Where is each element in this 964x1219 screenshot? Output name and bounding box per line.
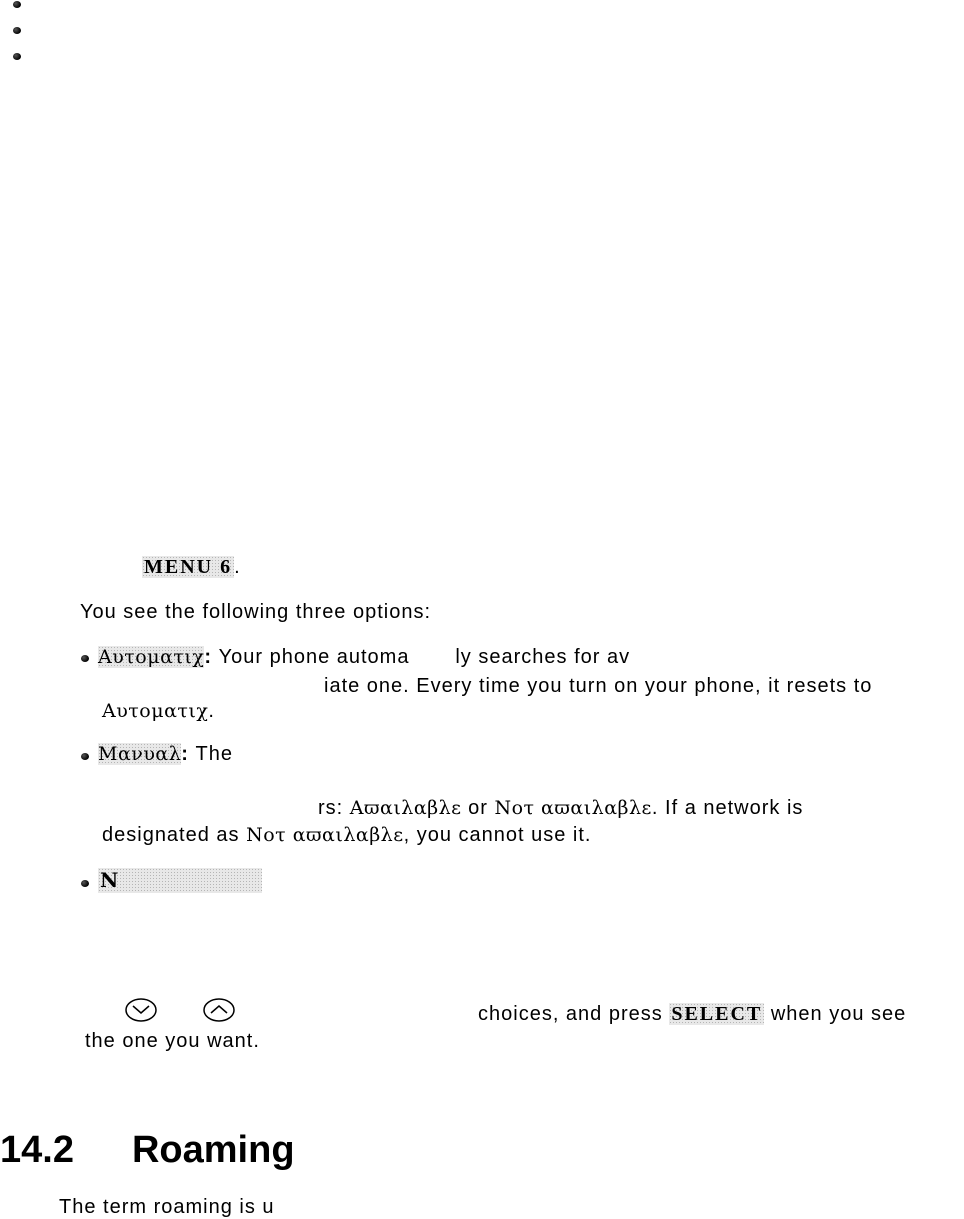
option-automatic-desc-line2: iate one. Every time you turn on your phone, it resets to [324, 675, 873, 697]
option-automatic-label: Αυτοματιχ [98, 646, 205, 668]
options-intro: You see the following three options: [80, 601, 432, 623]
option-automatic-desc-line1: Your phone automa ly searches for av [218, 646, 631, 668]
bullet-icon [13, 27, 21, 34]
section-body-text: The term roaming is u [59, 1196, 275, 1218]
manual-line3-prefix: designated as [102, 824, 247, 846]
automatic-line3-suffix: . [208, 700, 215, 722]
available-keyword: Αϖαιλαβλε [349, 797, 462, 819]
select-line-suffix: when you see [764, 1003, 907, 1025]
option-manual-line1 [98, 742, 233, 766]
option-manual-desc-line3 [102, 823, 591, 847]
option-manual-desc-line1: The [195, 743, 233, 765]
section-title: Roaming [131, 1129, 295, 1171]
bullet-icon [13, 53, 21, 60]
manual-line2-prefix: rs: [318, 797, 350, 819]
menu-instruction [142, 555, 241, 579]
not-available-keyword-2: Νοτ αϖαιλαβλε [246, 824, 404, 846]
menu-6-key: MENU 6 [144, 556, 233, 578]
option-manual-colon: : [181, 743, 189, 765]
manual-line2-suffix: . If a network is [651, 797, 804, 819]
not-available-keyword: Νοτ αϖαιλαβλε [494, 797, 652, 819]
manual-line3-suffix: , you cannot use it. [403, 824, 592, 846]
select-instruction-line1 [478, 1002, 906, 1026]
manual-or: or [461, 797, 495, 819]
option-automatic-line1 [98, 645, 630, 669]
select-instruction-line2: the one you want. [85, 1030, 260, 1052]
option-manual-label: Μανυαλ [98, 743, 182, 765]
bullet-icon [81, 880, 89, 887]
option-manual-desc-line2 [318, 796, 803, 820]
option-automatic-desc-line3 [102, 699, 215, 723]
bullet-icon [81, 753, 89, 760]
bullet-icon [81, 655, 89, 662]
up-arrow-key-icon [202, 997, 236, 1023]
section-heading [0, 1128, 295, 1172]
select-key: SELECT [671, 1003, 763, 1025]
select-line-text: choices, and press [478, 1003, 670, 1025]
option-n-highlight [98, 868, 262, 893]
section-number: 14.2 [0, 1129, 74, 1171]
automatic-keyword: Αυτοματιχ [102, 700, 209, 722]
down-arrow-key-icon [124, 997, 158, 1023]
option-automatic-colon: : [204, 646, 213, 668]
bullet-icon [13, 1, 21, 8]
option-n-label: N [100, 868, 119, 892]
menu-line-suffix: . [234, 556, 241, 578]
